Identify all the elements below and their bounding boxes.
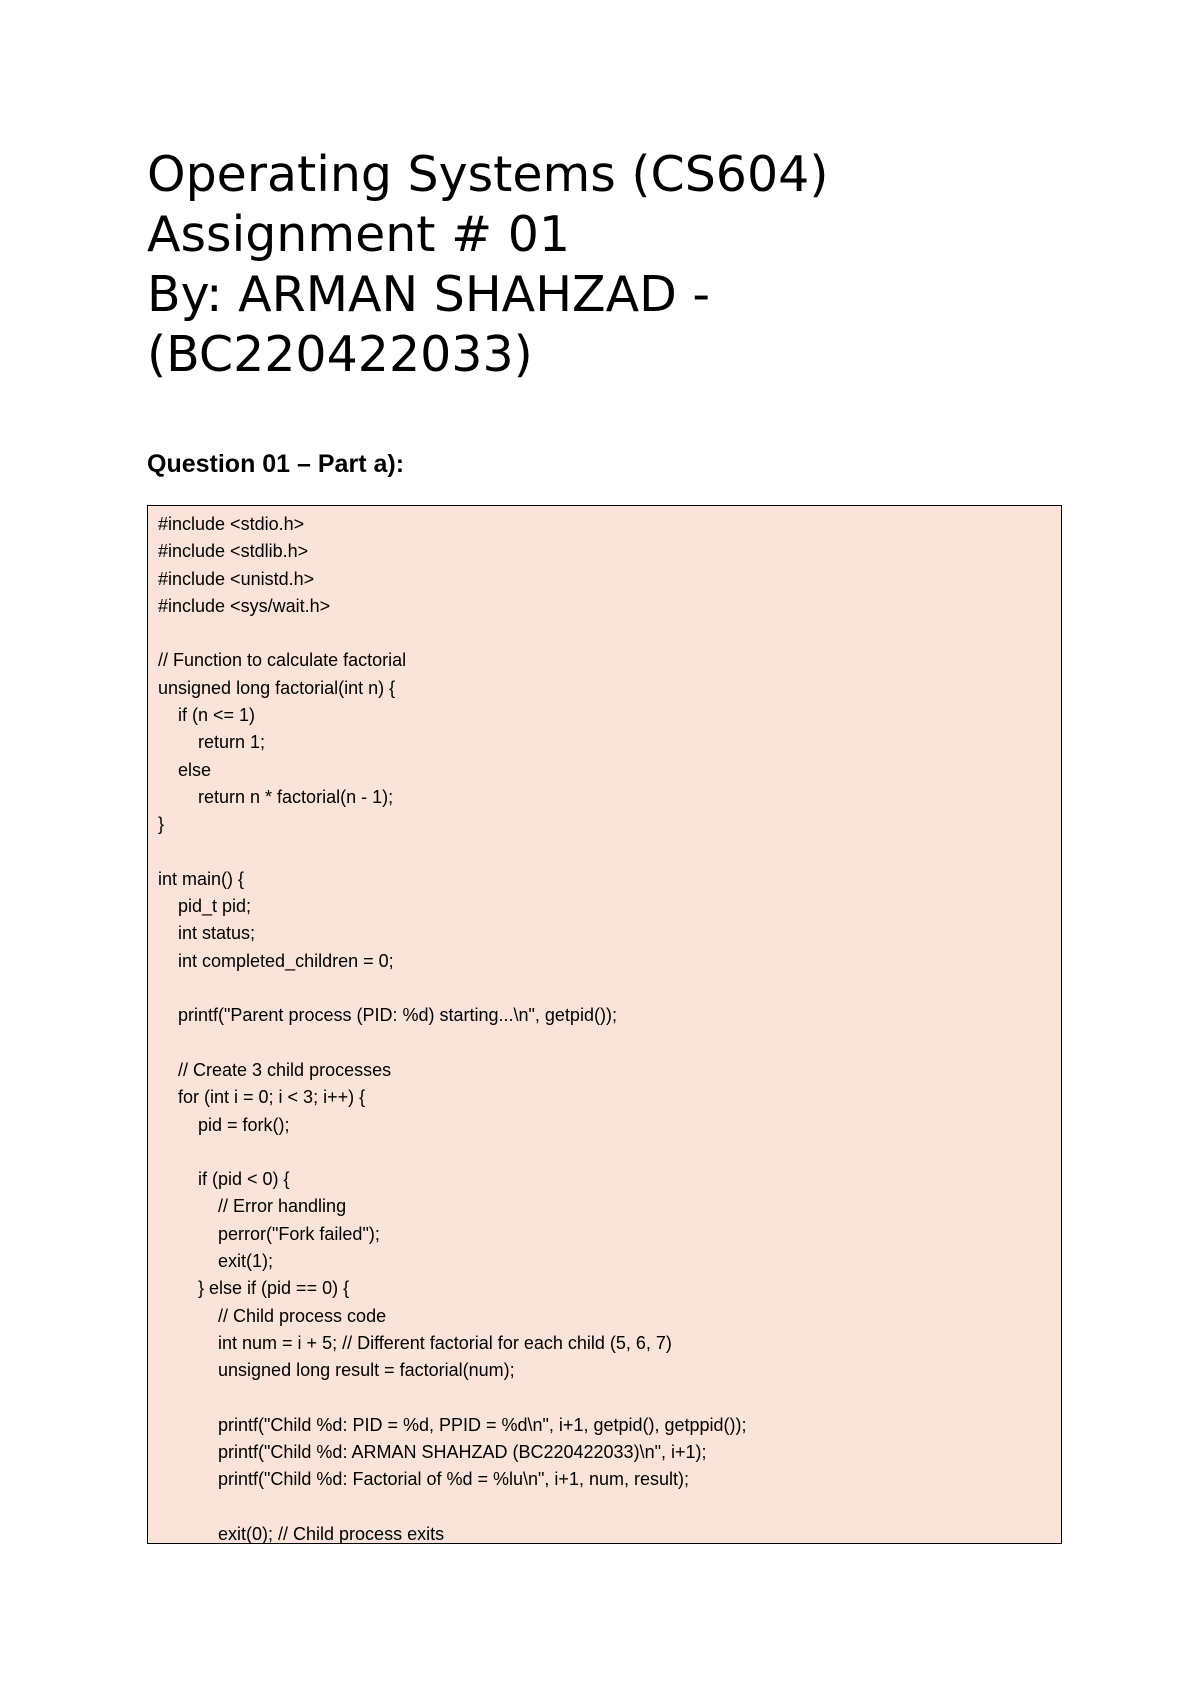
code-line: #include <sys/wait.h> [158,595,331,616]
code-line: exit(1); [158,1251,274,1272]
title-line-assignment: Assignment # 01 [147,206,571,263]
code-line [158,620,1061,647]
title-line-author: By: ARMAN SHAHZAD - [147,266,711,323]
code-line: if (n <= 1) [158,705,256,726]
code-line: exit(0); // Child process exits [158,1523,445,1544]
code-block [147,505,1062,1544]
code-line: int completed_children = 0; [158,950,394,971]
code-line: perror("Fork failed"); [158,1223,380,1244]
code-line: // Create 3 child processes [158,1059,392,1080]
code-line: int num = i + 5; // Different factorial for each child (5, 6, 7) [158,1332,672,1353]
code-line: pid_t pid; [158,896,252,917]
code-line: printf("Parent process (PID: %d) starting...\n", getpid()); [158,1005,617,1026]
code-line: } else if (pid == 0) { [158,1278,350,1299]
code-line: for (int i = 0; i < 3; i++) { [158,1087,366,1108]
code-line: else [158,759,212,780]
code-line [158,1385,1061,1412]
code-line: int main() { [158,868,245,889]
code-line [158,839,1061,866]
code-line: if (pid < 0) { [158,1169,290,1190]
code-line: pid = fork(); [158,1114,290,1135]
code-line: printf("Child %d: Factorial of %d = %lu\n", i+1, num, result); [158,1469,689,1490]
code-line [158,1494,1061,1521]
code-line: printf("Child %d: PID = %d, PPID = %d\n", i+1, getpid(), getppid()); [158,1414,747,1435]
code-line: int status; [158,923,256,944]
code-line [158,1030,1061,1057]
code-line [158,1139,1061,1166]
code-line: return n * factorial(n - 1); [158,786,394,807]
document-title [147,145,1107,385]
code-line: // Function to calculate factorial [158,650,407,671]
code-line: // Child process code [158,1305,387,1326]
question-heading: Question 01 – Part a): [147,450,405,478]
code-line: return 1; [158,732,266,753]
code-line: #include <stdlib.h> [158,541,309,562]
title-line-student-id: (BC220422033) [147,326,533,383]
title-line-course: Operating Systems (CS604) [147,146,829,203]
code-line: unsigned long factorial(int n) { [158,677,396,698]
code-line: } [158,814,165,835]
code-line: unsigned long result = factorial(num); [158,1360,515,1381]
code-line: printf("Child %d: ARMAN SHAHZAD (BC220422033)\n", i+1); [158,1442,707,1463]
code-line: // Error handling [158,1196,347,1217]
code-line: #include <unistd.h> [158,568,315,589]
code-line: #include <stdio.h> [158,514,305,534]
code-line [158,975,1061,1002]
